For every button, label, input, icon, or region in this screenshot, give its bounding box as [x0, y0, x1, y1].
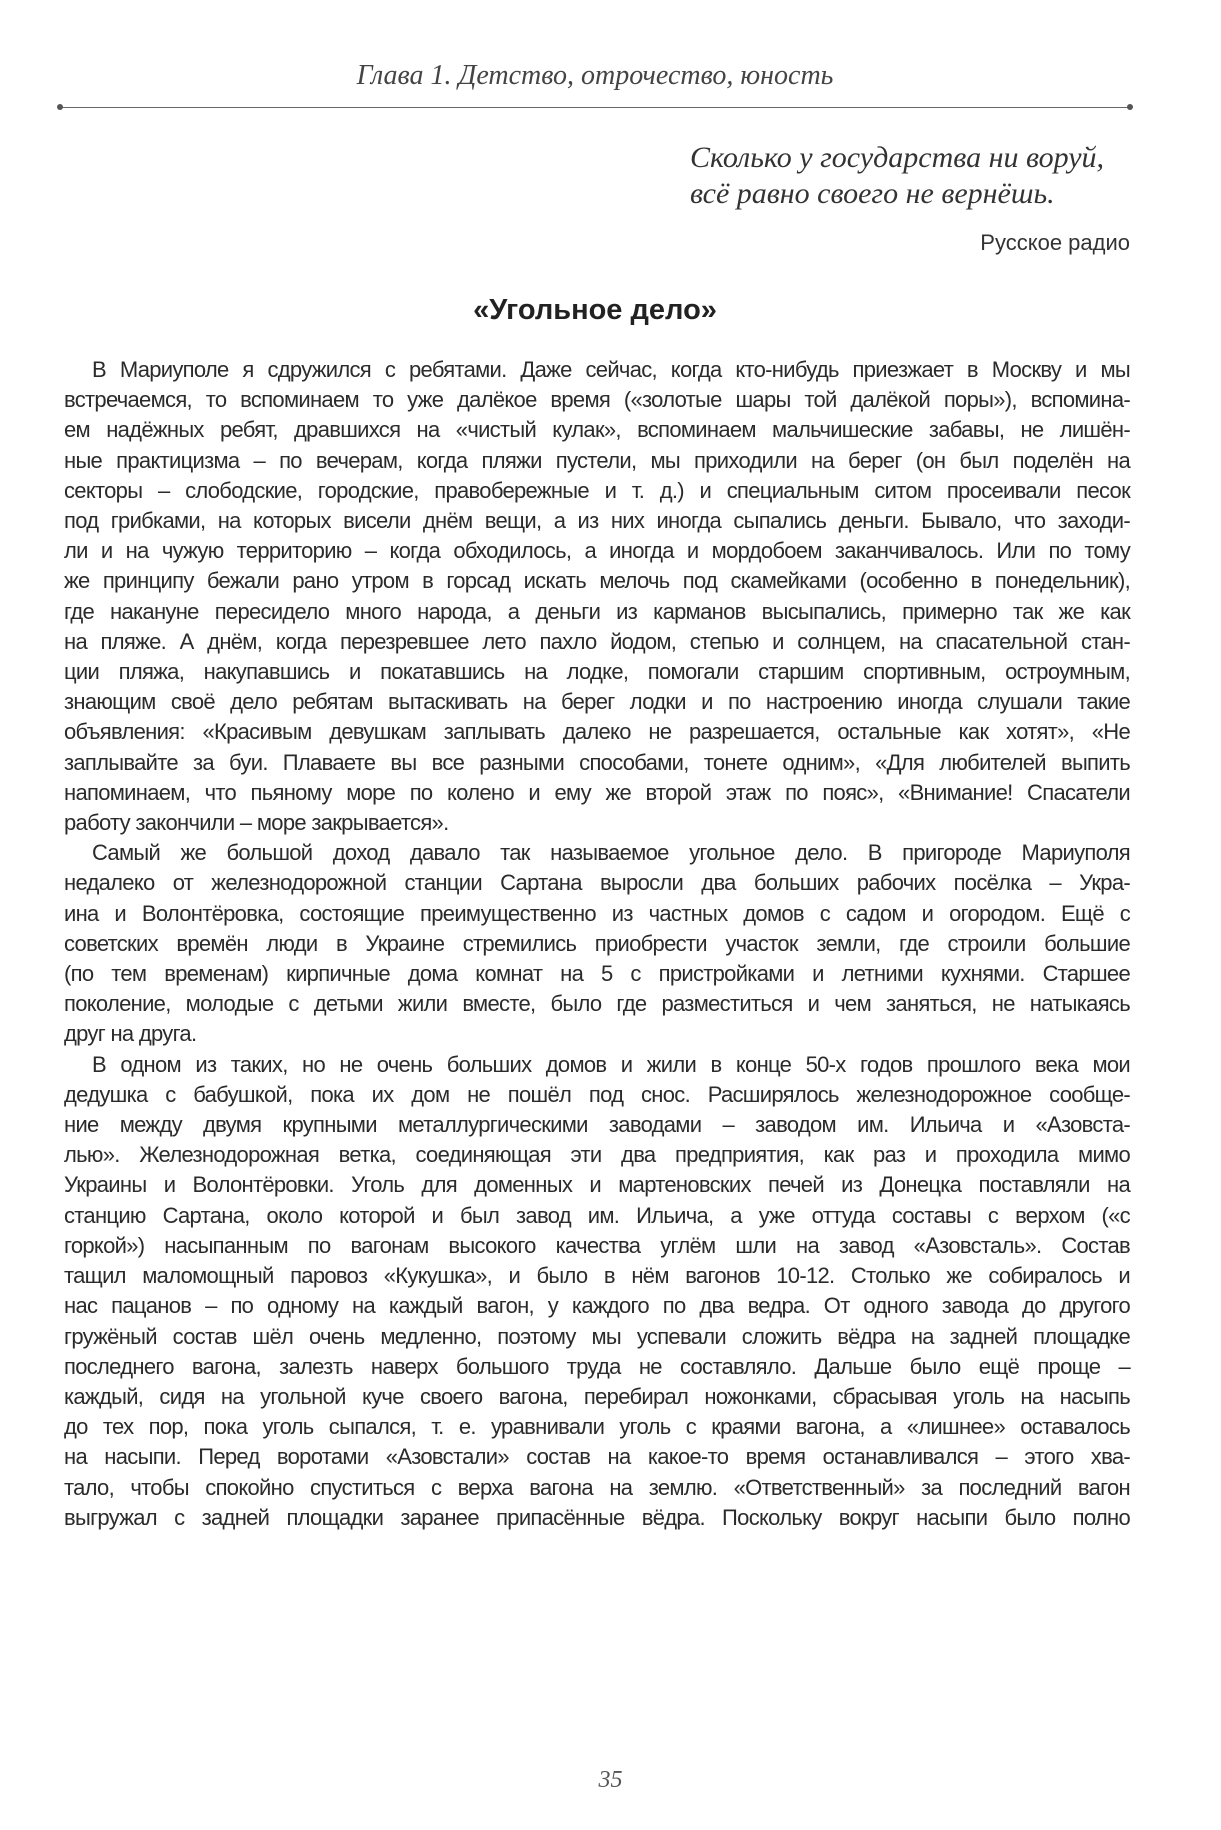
text-line: знающим своё дело ребятам вытаскивать на берег лодки и по настроению иногда слушали такие: [64, 689, 1130, 715]
text-line: ции пляжа, накупавшись и покатавшись на лодке, помогали старшим спортивным, остроумным,: [64, 659, 1130, 685]
paragraph: [64, 1050, 1130, 1533]
text-line: гружёный состав шёл очень медленно, поэтому мы успевали сложить вёдра на задней площадке: [64, 1323, 1130, 1349]
header-rule: [60, 107, 1130, 108]
paragraph: [64, 355, 1130, 838]
text-line: дедушка с бабушкой, пока их дом не пошёл под снос. Расширялось железнодорожное сообще-: [64, 1081, 1130, 1107]
text-line: под грибками, на которых висели днём вещи, а из них иногда сыпались деньги. Бывало, что заходи-: [64, 508, 1130, 534]
text-line: поколение, молодые с детьми жили вместе, было где разместиться и чем заняться, не натыкаясь: [64, 991, 1130, 1017]
text-line: на пляже. А днём, когда перезревшее лето пахло йодом, степью и солнцем, на спасательной стан-: [64, 628, 1130, 654]
page-number: 35: [598, 1767, 623, 1793]
text-line: напоминаем, что пьяному море по колено и ему же второй этаж по пояс», «Внимание! Спасатели: [64, 779, 1130, 805]
text-line: ина и Волонтёровка, состоящие преимущественно из частных домов с садом и огородом. Ещё с: [64, 900, 1130, 926]
text-line: тало, чтобы спокойно спуститься с верха вагона на землю. «Ответственный» за последний вагон: [64, 1474, 1130, 1500]
chapter-title: «Угольное дело»: [473, 294, 717, 326]
text-line: друг на друга.: [64, 1021, 197, 1047]
text-line: встречаемся, то вспоминаем то уже далёкое время («золотые шары той далёкой поры»), вспомина-: [64, 387, 1130, 413]
text-line: секторы – слободские, городские, правобережные и т. д.) и специальным ситом просеивали песок: [64, 477, 1130, 503]
text-line: ли и на чужую территорию – когда обходилось, а иногда и мордобоем заканчивалось. Или по тому: [64, 538, 1130, 564]
epigraph-line: всё равно своего не вернёшь.: [690, 177, 1055, 210]
text-line: горкой») насыпанным по вагонам высокого качества углём шли на завод «Азовсталь». Состав: [64, 1232, 1130, 1258]
text-line: на насыпи. Перед воротами «Азовстали» состав на какое-то время останавливался – этого хва-: [64, 1444, 1130, 1470]
epigraph-source: Русское радио: [980, 230, 1130, 255]
text-line: Украины и Волонтёровки. Уголь для доменных и мартеновских печей из Донецка поставляли на: [64, 1172, 1130, 1198]
text-line: советских времён люди в Украине стремились приобрести участок земли, где строили большие: [64, 930, 1130, 956]
text-line: станцию Сартана, около которой и был завод им. Ильича, а уже оттуда составы с верхом («с: [64, 1202, 1130, 1228]
text-line: тащил маломощный паровоз «Кукушка», и было в нём вагонов 10-12. Столько же собиралось и: [64, 1263, 1130, 1289]
text-line: недалеко от железнодорожной станции Сартана выросли два больших рабочих посёлка – Укра-: [64, 870, 1130, 896]
running-header: Глава 1. Детство, отрочество, юность: [356, 60, 834, 91]
text-line: ние между двумя крупными металлургическими заводами – заводом им. Ильича и «Азовста-: [64, 1112, 1130, 1138]
text-line: последнего вагона, залезть наверх большого труда не составляло. Дальше было ещё проще –: [64, 1353, 1130, 1379]
text-line: объявления: «Красивым девушкам заплывать далеко не разрешается, остальные как хотят», «Не: [64, 719, 1130, 745]
text-line: где накануне пересидело много народа, а деньги из карманов высыпались, примерно так же как: [64, 598, 1130, 624]
paragraph: [64, 838, 1130, 1049]
epigraph: [690, 140, 1130, 212]
text-line: нас пацанов – по одному на каждый вагон, у каждого по два ведра. От одного завода до другого: [64, 1293, 1130, 1319]
text-line: работу закончили – море закрывается».: [64, 810, 449, 836]
text-line: до тех пор, пока уголь сыпался, т. е. уравнивали уголь с краями вагона, а «лишнее» оставалось: [64, 1414, 1130, 1440]
text-line: ные практицизма – по вечерам, когда пляжи пустели, мы приходили на берег (он был поделён на: [64, 447, 1130, 473]
text-line: Самый же большой доход давало так называемое угольное дело. В пригороде Мариуполя: [92, 840, 1130, 866]
text-line: (по тем временам) кирпичные дома комнат на 5 с пристройками и летними кухнями. Старшее: [64, 961, 1130, 987]
text-line: каждый, сидя на угольной куче своего вагона, перебирал ножонками, сбрасывая уголь на насыпь: [64, 1383, 1130, 1409]
text-line: лью». Железнодорожная ветка, соединяющая эти два предприятия, как раз и проходила мимо: [64, 1142, 1130, 1168]
text-line: заплывайте за буи. Плаваете вы все разными способами, тонете одним», «Для любителей выпить: [64, 749, 1130, 775]
text-line: же принципу бежали рано утром в горсад искать мелочь под скамейками (особенно в понедельник),: [64, 568, 1130, 594]
text-line: выгружал с задней площадки заранее припасённые вёдра. Поскольку вокруг насыпи было полно: [64, 1504, 1130, 1530]
epigraph-line: Сколько у государства ни воруй,: [690, 141, 1105, 174]
text-line: В Мариуполе я сдружился с ребятами. Даже сейчас, когда кто-нибудь приезжает в Москву и мы: [92, 357, 1130, 382]
body-text: [64, 355, 1130, 1533]
text-line: В одном из таких, но не очень больших домов и жили в конце 50-х годов прошлого века мои: [92, 1051, 1130, 1077]
text-line: ем надёжных ребят, дравшихся на «чистый кулак», вспоминаем мальчишеские забавы, не лишён-: [64, 417, 1130, 443]
